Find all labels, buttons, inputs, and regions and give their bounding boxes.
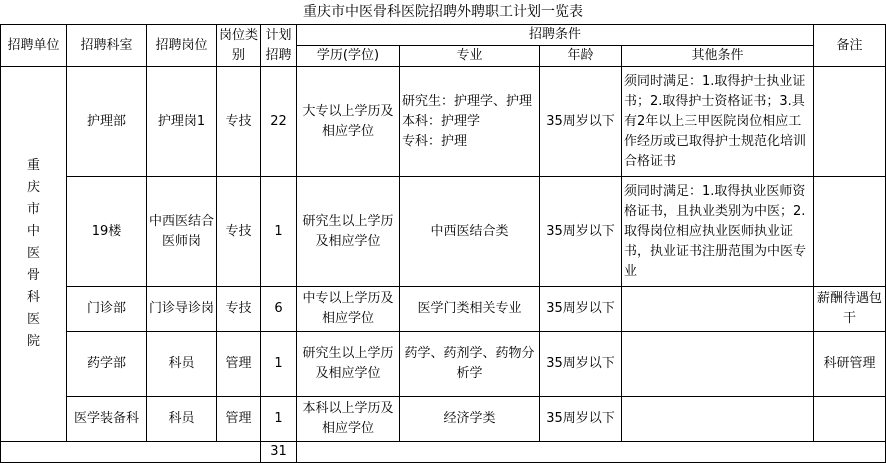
unit-char: 市 xyxy=(26,202,40,217)
header-major: 专业 xyxy=(400,46,540,67)
header-other: 其他条件 xyxy=(622,46,814,67)
age-cell: 35周岁以下 xyxy=(540,177,622,287)
dept-cell: 门诊部 xyxy=(67,287,147,332)
other-cell xyxy=(622,397,814,442)
unit-char: 庆 xyxy=(26,180,40,195)
header-conditions: 招聘条件 xyxy=(297,25,814,46)
position-cell: 中西医结合医师岗 xyxy=(147,177,217,287)
unit-char: 科 xyxy=(26,290,40,305)
education-cell: 本科以上学历及相应学位 xyxy=(297,397,400,442)
major-cell: 医学门类相关专业 xyxy=(400,287,540,332)
education-cell: 研究生以上学历及相应学位 xyxy=(297,332,400,397)
header-position: 招聘岗位 xyxy=(147,25,217,67)
count-cell: 1 xyxy=(261,332,297,397)
major-line: 研究生：护理学、护理 xyxy=(402,93,533,109)
age-cell: 35周岁以下 xyxy=(540,287,622,332)
header-unit: 招聘单位 xyxy=(1,25,67,67)
other-cell xyxy=(622,287,814,332)
dept-cell: 19楼 xyxy=(67,177,147,287)
total-label-cell xyxy=(1,442,261,463)
count-cell: 22 xyxy=(261,67,297,177)
other-cell: 须同时满足：1.取得护士执业证书；2.取得护士资格证书；3.具有2年以上三甲医院岗位相应工作经历或已取得护士规范化培训合格证书 xyxy=(622,67,814,177)
count-cell: 1 xyxy=(261,397,297,442)
dept-cell: 药学部 xyxy=(67,332,147,397)
category-cell: 管理 xyxy=(217,397,261,442)
header-remarks: 备注 xyxy=(814,25,886,67)
education-cell: 中专以上学历及相应学位 xyxy=(297,287,400,332)
major-line: 本科：护理学 xyxy=(402,113,481,129)
sheet-title: 重庆市中医骨科医院招聘外聘职工计划一览表 xyxy=(303,4,583,20)
education-cell: 大专以上学历及相应学位 xyxy=(297,67,400,177)
header-dept: 招聘科室 xyxy=(67,25,147,67)
dept-cell: 医学装备科 xyxy=(67,397,147,442)
count-cell: 6 xyxy=(261,287,297,332)
unit-char: 医 xyxy=(26,246,40,261)
remarks-cell xyxy=(814,177,886,287)
count-cell: 1 xyxy=(261,177,297,287)
total-count-cell: 31 xyxy=(261,442,297,463)
major-cell: 药学、药剂学、药物分析学 xyxy=(400,332,540,397)
header-age: 年龄 xyxy=(540,46,622,67)
category-cell: 管理 xyxy=(217,332,261,397)
unit-char: 医 xyxy=(26,312,40,327)
unit-char: 重 xyxy=(26,158,40,173)
category-cell: 专技 xyxy=(217,287,261,332)
category-cell: 专技 xyxy=(217,177,261,287)
major-cell xyxy=(400,67,540,177)
other-cell: 须同时满足：1.取得执业医师资格证书，且执业类别为中医；2.取得岗位相应执业医师执业证书，执业证书注册范围为中医专业 xyxy=(622,177,814,287)
major-cell: 经济学类 xyxy=(400,397,540,442)
age-cell: 35周岁以下 xyxy=(540,397,622,442)
header-plan: 计划招聘 xyxy=(261,25,297,67)
position-cell: 门诊导诊岗 xyxy=(147,287,217,332)
header-category: 岗位类别 xyxy=(217,25,261,67)
age-cell: 35周岁以下 xyxy=(540,67,622,177)
remarks-cell xyxy=(814,67,886,177)
remarks-cell xyxy=(814,397,886,442)
recruitment-table xyxy=(0,24,886,463)
remarks-cell: 薪酬待遇包干 xyxy=(814,287,886,332)
dept-cell: 护理部 xyxy=(67,67,147,177)
unit-cell xyxy=(1,67,67,442)
major-cell: 中西医结合类 xyxy=(400,177,540,287)
position-cell: 护理岗1 xyxy=(147,67,217,177)
position-cell: 科员 xyxy=(147,332,217,397)
age-cell: 35周岁以下 xyxy=(540,332,622,397)
unit-char: 院 xyxy=(26,334,40,349)
unit-char: 中 xyxy=(26,224,40,239)
remarks-cell: 科研管理 xyxy=(814,332,886,397)
major-line: 专科：护理 xyxy=(402,133,468,149)
total-blank-cell xyxy=(297,442,886,463)
position-cell: 科员 xyxy=(147,397,217,442)
header-education: 学历(学位) xyxy=(297,46,400,67)
other-cell xyxy=(622,332,814,397)
unit-char: 骨 xyxy=(26,268,40,283)
education-cell: 研究生以上学历及相应学位 xyxy=(297,177,400,287)
category-cell: 专技 xyxy=(217,67,261,177)
